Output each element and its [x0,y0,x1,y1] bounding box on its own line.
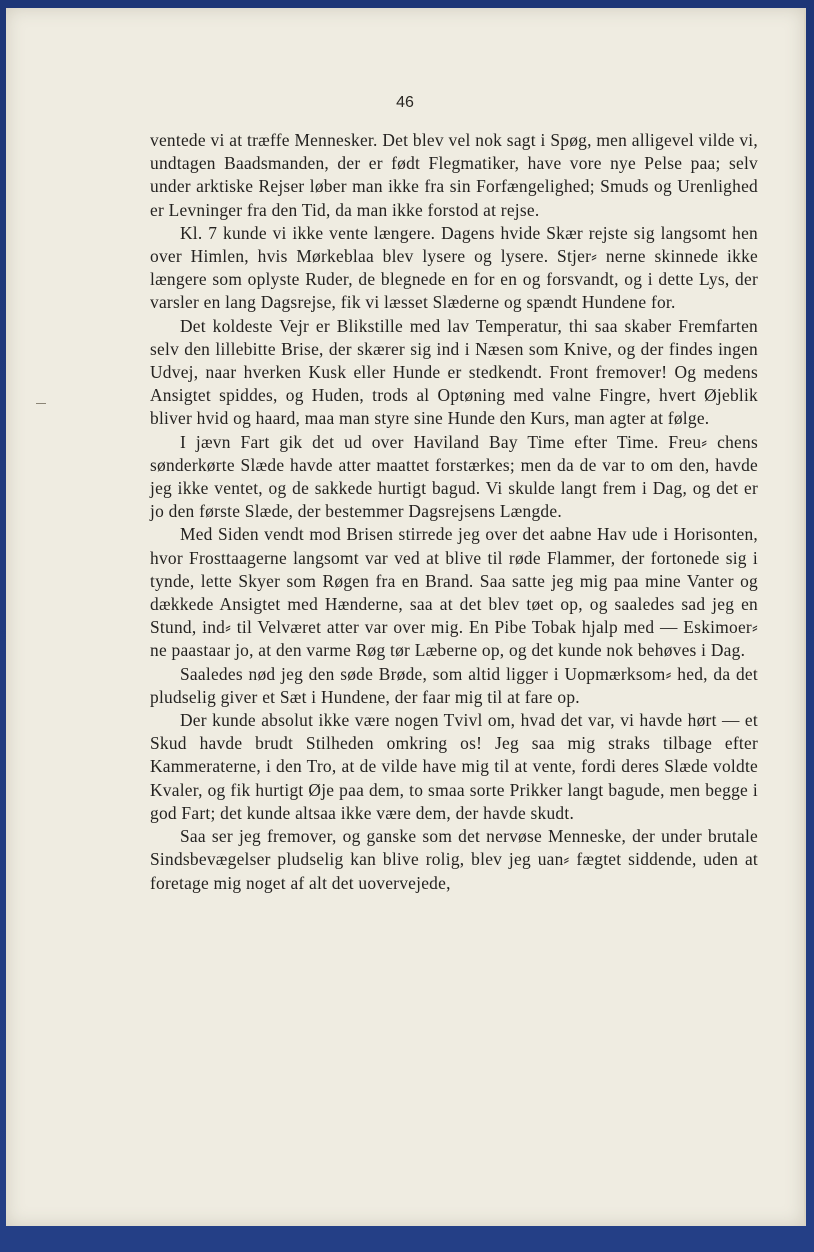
margin-mark [36,403,46,404]
paragraph-2: Kl. 7 kunde vi ikke vente længere. Dagens hvide Skær rejste sig langsomt hen over Himlen, hvis Mørkeblaa blev lysere og lysere. Stjer⸗ nerne skinnede ikke længere som oplyste Ruder, de blegnede en for en og forsvandt, og i dette Lys, der varsler en lang Dagsrejse, fik vi læsset Slæderne og spændt Hundene for. [150,222,758,313]
paragraph-5: Med Siden vendt mod Brisen stirrede jeg over det aabne Hav ude i Horisonten, hvor Frosttaagerne langsomt var ved at blive til røde Flammer, der fortonede sig i tynde, lette Skyer som Røgen fra en Brand. Saa satte jeg mig paa mine Vanter og dækkede Ansigtet med Hænderne, saa at det blev tøet op, og saaledes sad jeg en Stund, ind⸗ til Velværet atter var over mig. En Pibe Tobak hjalp med — Eskimoer⸗ ne paastaar jo, at den varme Røg tør Læberne op, og det kunde nok behøves i Dag. [150,524,758,661]
paragraph-6: Saaledes nød jeg den søde Brøde, som altid ligger i Uopmærksom⸗ hed, da det pludselig giver et Sæt i Hundene, der faar mig til at fare op. [150,663,758,707]
paragraph-4: I jævn Fart gik det ud over Haviland Bay Time efter Time. Freu⸗ chens sønderkørte Slæde havde atter maattet forstærkes; men da de var to om den, havde jeg ikke ventet, og de sakkede hurtigt bagud. Vi skulde langt frem i Dag, og det er jo den første Slæde, der bestemmer Dagsrejsens Længde. [150,431,758,522]
paragraph-8: Saa ser jeg fremover, og ganske som det nervøse Menneske, der under brutale Sindsbevægelser pludselig kan blive rolig, blev jeg uan⸗ fægtet siddende, uden at foretage mig noget af alt det uovervejede, [150,826,758,893]
page-number: 46 [396,94,414,111]
paragraph-1: ventede vi at træffe Mennesker. Det blev vel nok sagt i Spøg, men alligevel vilde vi, undtagen Baadsmanden, der er født Flegmatiker, have vore nye Pelse paa; selv under arktiske Rejser løber man ikke fra sin Forfængelighed; Smuds og Urenlighed er Levninger fra den Tid, da man ikke forstod at rejse. [150,130,758,220]
book-page [6,8,806,1226]
paragraph-7: Der kunde absolut ikke være nogen Tvivl om, hvad det var, vi havde hørt — et Skud havde brudt Stilheden omkring os! Jeg saa mig straks tilbage efter Kammeraterne, i den Tro, at de vilde have mig til at vente, fordi deres Slæde voldte Kvaler, og fik hurtigt Øje paa dem, to smaa sorte Prikker langt bagude, men begge i god Fart; det kunde altsaa ikke være dem, der havde skudt. [150,710,758,823]
paragraph-3: Det koldeste Vejr er Blikstille med lav Temperatur, thi saa skaber Fremfarten selv den lillebitte Brise, der skærer sig ind i Næsen som Knive, og der findes ingen Udvej, naar hverken Kusk eller Hunde er stedkendt. Front fremover! Og medens Ansigtet spiddes, og Huden, trods al Optøning med valne Fingre, hvert Øjeblik bliver hvid og haard, maa man styre sine Hunde den Kurs, man agter at følge. [150,315,758,429]
body-text [150,129,758,895]
